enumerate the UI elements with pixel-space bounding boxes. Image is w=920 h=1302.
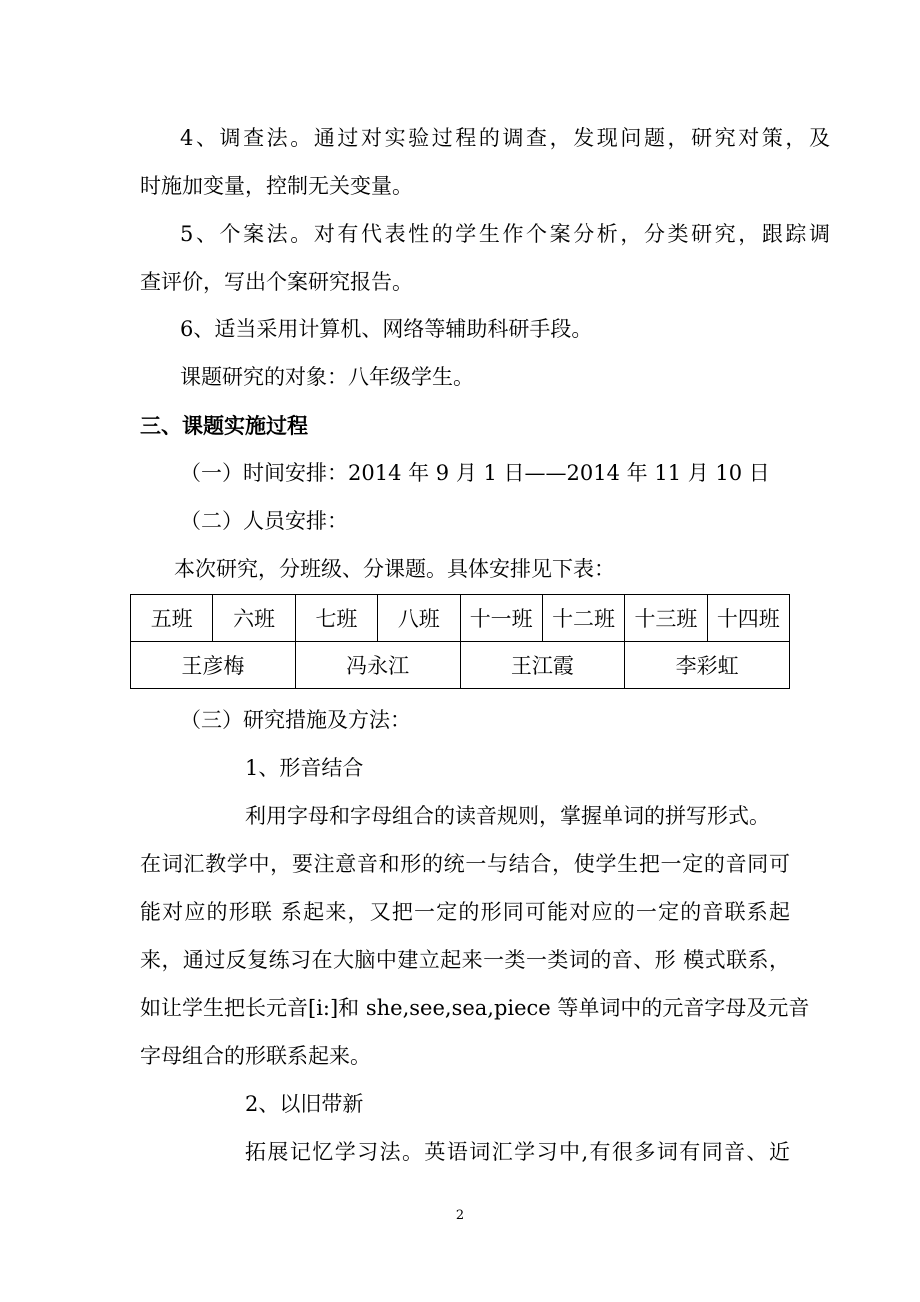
measure-1-title: 1、形音结合 (245, 756, 364, 780)
teacher-cell: 冯永江 (295, 642, 460, 689)
class-cell: 十三班 (625, 595, 707, 642)
research-subject: 课题研究的对象：八年级学生。 (180, 365, 474, 389)
class-cell: 七班 (295, 595, 377, 642)
measure-1-line-5: 如让学生把长元音[i:]和 she,see,sea,piece 等单词中的元音字母及元音 (140, 996, 810, 1020)
method-4-line-2: 时施加变量，控制无关变量。 (140, 174, 413, 198)
class-cell: 八班 (378, 595, 460, 642)
class-cell: 十四班 (707, 595, 789, 642)
teacher-cell: 王江霞 (460, 642, 625, 689)
measure-1-line-1: 利用字母和字母组合的读音规则，掌握单词的拼写形式。 (245, 804, 770, 828)
class-cell: 五班 (131, 595, 213, 642)
teacher-cell: 李彩虹 (625, 642, 790, 689)
method-6: 6、适当采用计算机、网络等辅助科研手段。 (180, 317, 593, 341)
measure-1-line-2: 在词汇教学中，要注意音和形的统一与结合，使学生把一定的音同可 (140, 852, 790, 876)
classes-row (131, 595, 790, 642)
measure-2-title: 2、以旧带新 (245, 1092, 364, 1116)
schedule-line: （一）时间安排：2014 年 9 月 1 日——2014 年 11 月 10 日 (180, 461, 770, 485)
measure-1-line-3: 能对应的形联 系起来，又把一定的形同可能对应的一定的音联系起 (140, 900, 790, 924)
page-number: 2 (455, 1208, 465, 1223)
class-cell: 十二班 (542, 595, 624, 642)
teachers-row (131, 642, 790, 689)
class-assignment-table (130, 594, 790, 689)
measure-1-line-6: 字母组合的形联系起来。 (140, 1044, 371, 1068)
method-5-line-2: 查评价，写出个案研究报告。 (140, 270, 413, 294)
class-cell: 十一班 (460, 595, 542, 642)
class-cell: 六班 (213, 595, 295, 642)
section-3-heading: 三、课题实施过程 (140, 413, 308, 438)
measure-1-line-4: 来，通过反复练习在大脑中建立起来一类一类词的音、形 模式联系， (140, 948, 790, 972)
staffing-heading: （二）人员安排： (180, 509, 348, 533)
table-intro: 本次研究，分班级、分课题。具体安排见下表： (174, 557, 615, 581)
measure-2-line-1: 拓展记忆学习法。英语词汇学习中,有很多词有同音、近 (245, 1140, 790, 1164)
teacher-cell: 王彦梅 (131, 642, 296, 689)
method-4-line-1: 4、调查法。通过对实验过程的调查，发现问题，研究对策，及 (180, 126, 830, 150)
measures-heading: （三）研究措施及方法： (180, 708, 411, 732)
method-5-line-1: 5、个案法。对有代表性的学生作个案分析，分类研究，跟踪调 (180, 222, 830, 246)
